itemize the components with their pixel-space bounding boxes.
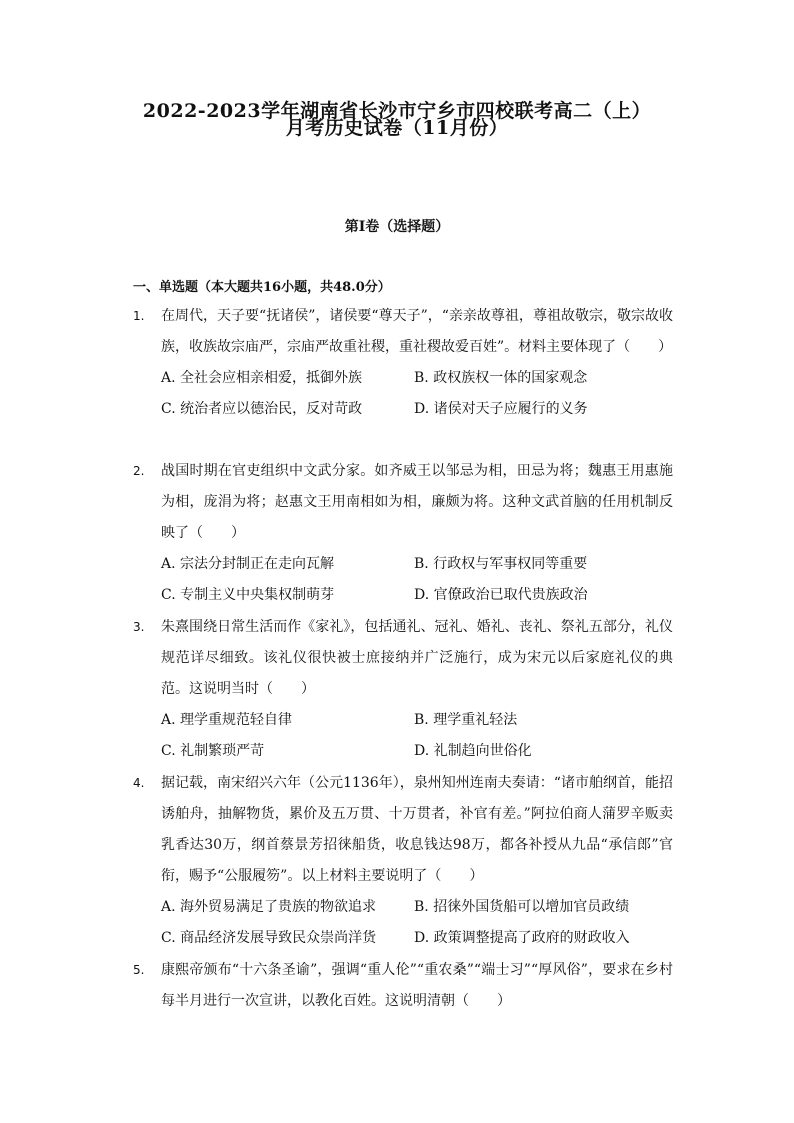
option-b[interactable]: B. 招徕外国货船可以增加官员政绩	[414, 899, 630, 915]
question-text: 据记载，南宋绍兴六年（公元1136年），泉州知州连南夫奏请：“诸市舶纲首，能招诱舶舟，抽解物货，累价及五万贯、十万贯者，补官有差。”阿拉伯商人蒲罗辛贩卖乳香达30万，纲首蔡景芳招徕船货，收息钱达98万，都各补授从九品“承信郎”官衔，赐予“公服履笏”。以上材料主要说明了（ ）	[161, 775, 673, 884]
question-number: 1.	[133, 309, 145, 323]
option-b[interactable]: B. 政权族权一体的国家观念	[414, 370, 588, 386]
question-number: 4.	[133, 776, 145, 790]
document-title-line-2: 月考历史试卷（11月份）	[285, 117, 509, 139]
option-d[interactable]: D. 礼制趋向世俗化	[414, 743, 532, 759]
option-b[interactable]: B. 行政权与军事权同等重要	[414, 556, 588, 572]
option-c[interactable]: C. 专制主义中央集权制萌芽	[161, 587, 335, 603]
question-text: 朱熹围绕日常生活而作《家礼》，包括通礼、冠礼、婚礼、丧礼、祭礼五部分，礼仪规范详尽细致。该礼仪很快被士庶接纳并广泛施行，成为宋元以后家庭礼仪的典范。这说明当时（ ）	[161, 619, 673, 697]
question-3	[133, 612, 673, 767]
options-row-2	[161, 580, 673, 611]
document-title-line-1: 2022-2023学年湖南省长沙市宁乡市四校联考高二（上）	[142, 100, 652, 122]
question-1	[133, 301, 673, 425]
question-number: 5.	[133, 963, 145, 977]
question-2	[133, 456, 673, 611]
option-b[interactable]: B. 理学重礼轻法	[414, 712, 518, 728]
option-a[interactable]: A. 海外贸易满足了贵族的物欲追求	[161, 899, 377, 915]
question-5	[133, 955, 673, 1017]
options-row-1	[161, 892, 673, 923]
options-row-2	[161, 736, 673, 767]
question-4	[133, 768, 673, 954]
question-text: 在周代，天子要“抚诸侯”，诸侯要“尊天子”，“亲亲故尊祖，尊祖故敬宗，敬宗故收族，收族故宗庙严，宗庙严故重社稷，重社稷故爱百姓”。材料主要体现了（ ）	[161, 308, 673, 355]
option-a[interactable]: A. 理学重规范轻自律	[161, 712, 293, 728]
option-c[interactable]: C. 统治者应以德治民，反对苛政	[161, 401, 363, 417]
option-c[interactable]: C. 商品经济发展导致民众崇尚洋货	[161, 930, 377, 946]
options-row-1	[161, 549, 673, 580]
section-heading: 一、单选题（本大题共16小题，共48.0分）	[133, 280, 391, 295]
options-row-2	[161, 394, 673, 425]
question-number: 2.	[133, 464, 145, 478]
question-text: 康熙帝颁布“十六条圣谕”，强调“重人伦”“重农桑”“端士习”“厚风俗”，要求在乡村每半月进行一次宣讲，以教化百姓。这说明清朝（ ）	[161, 962, 673, 1009]
volume-heading: 第I卷（选择题）	[344, 219, 450, 235]
option-c[interactable]: C. 礼制繁琐严苛	[161, 743, 265, 759]
option-a[interactable]: A. 全社会应相亲相爱，抵御外族	[161, 370, 363, 386]
option-d[interactable]: D. 政策调整提高了政府的财政收入	[414, 930, 630, 946]
option-d[interactable]: D. 诸侯对天子应履行的义务	[414, 401, 588, 417]
question-text: 战国时期在官吏组织中文武分家。如齐威王以邹忌为相，田忌为将；魏惠王用惠施为相，庞涓为将；赵惠文王用南相如为相，廉颇为将。这种文武首脑的任用机制反映了（ ）	[161, 463, 673, 541]
question-number: 3.	[133, 620, 145, 634]
options-row-2	[161, 923, 673, 954]
options-row-1	[161, 363, 673, 394]
option-a[interactable]: A. 宗法分封制正在走向瓦解	[161, 556, 335, 572]
options-row-1	[161, 705, 673, 736]
option-d[interactable]: D. 官僚政治已取代贵族政治	[414, 587, 588, 603]
